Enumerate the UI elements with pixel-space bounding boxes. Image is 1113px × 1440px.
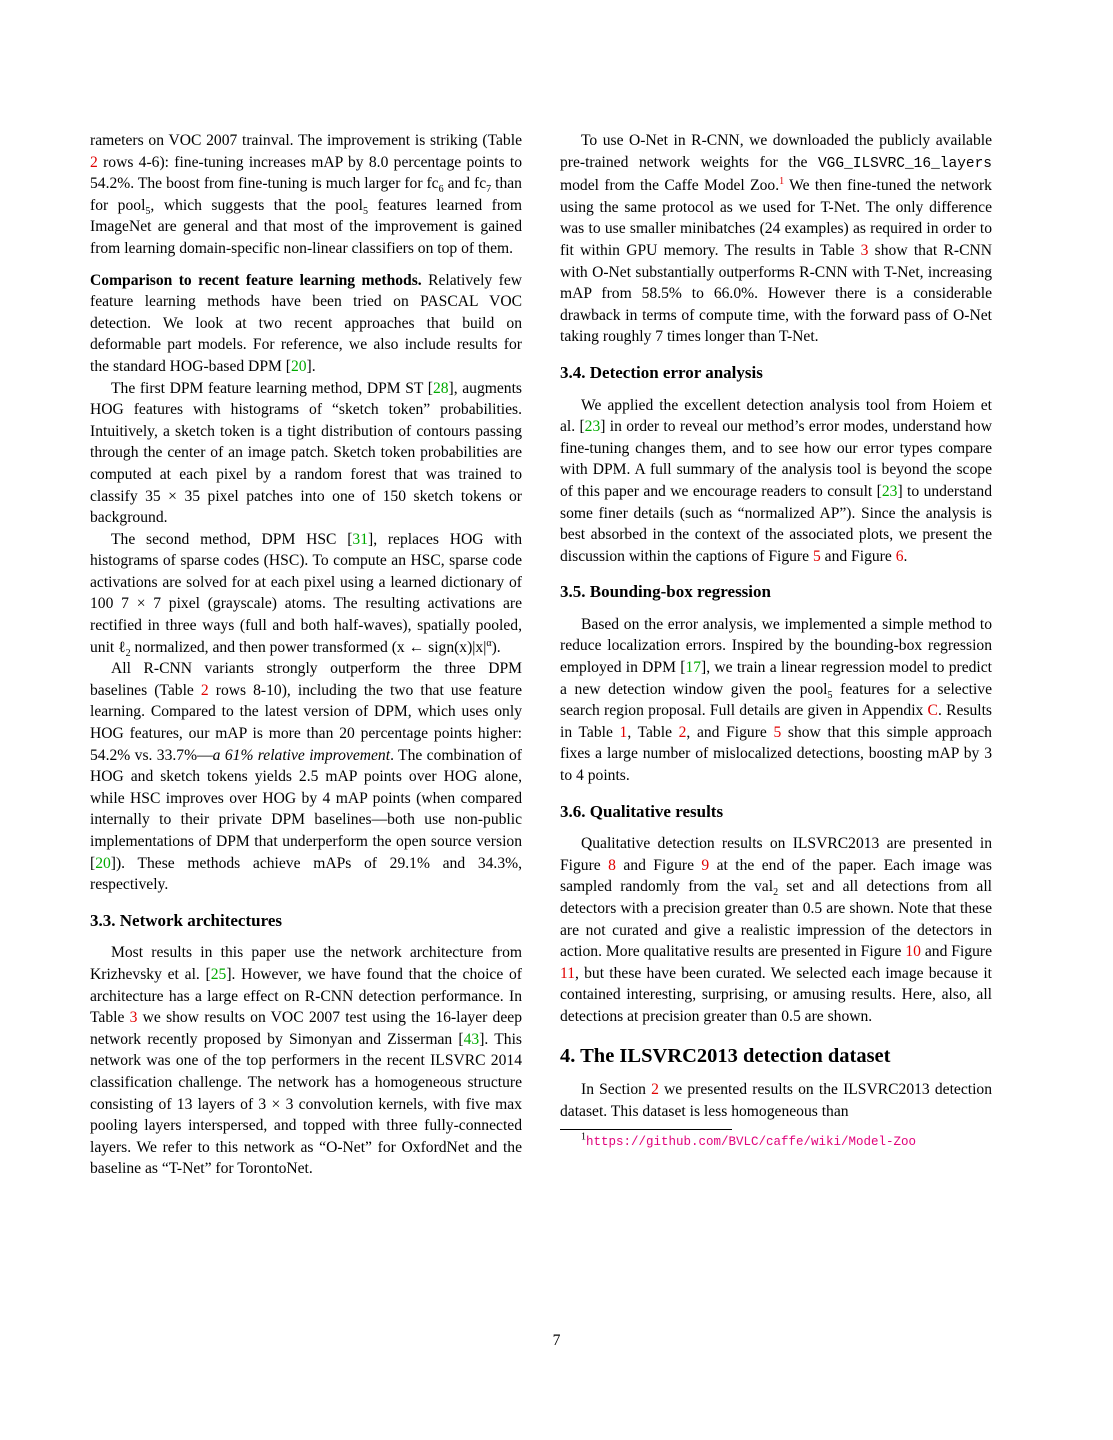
text: The first DPM feature learning method, DPM ST [ [111,379,433,397]
paragraph-onet [560,130,992,348]
italic-text: a 61% relative improvement [212,746,391,764]
text: and Figure [820,547,896,565]
section-heading-ilsvrc2013-dataset: 4. The ILSVRC2013 detection dataset [560,1044,891,1067]
text: features learned from ImageNet are general and that most of the improvement is gained from learning domain-specific non-linear classifiers on top of them. [90,196,522,257]
table-ref-link[interactable]: 2 [678,723,687,741]
subscript: 2 [773,887,779,899]
section-heading-network-architectures: 3.3. Network architectures [90,910,282,930]
subscript: 7 [486,184,492,196]
text: The second method, DPM HSC [ [111,530,353,548]
figure-ref-link[interactable]: 9 [701,856,710,874]
text: We applied the excellent detection analysis tool from Hoiem et al. [ [560,396,992,436]
table-ref-link[interactable]: 3 [860,241,869,259]
text: set and all detections from all detectors with a precision greater than 0.5 are shown. Note that these are not curated and give a realistic impression of the detectors in action. More qualitative results are presented in Figure [560,878,992,961]
figure-ref-link[interactable]: 10 [905,943,921,961]
paragraph-feature-learning-comparison [90,270,522,378]
text: ], augments HOG features with histograms of “sketch token” probabilities. Intuitively, a sketch token is a tight distribution of contours passing through the center of an image patch. Sketch token probabilities are computed at each pixel by a random forest that was trained to classify 35 × 35 pixel patches into one of 150 sketch tokens or background. [90,379,522,527]
citation-link[interactable]: 20 [95,854,111,872]
text: ). [491,638,501,656]
section-heading-detection-error-analysis: 3.4. Detection error analysis [560,362,763,382]
text: rows 8-10), including the two that use feature learning. Compared to the latest version of DPM, which uses only HOG features, our mAP is more than 20 percentage points higher: 54.2% vs. 33.7%— [90,681,522,764]
text: ] in order to reveal our method’s error modes, understand how fine-tuning changes them, and to see how our error types compare with DPM. A full summary of the analysis tool is beyond the scope of this paper and we encourage readers to consult [ [560,418,992,500]
table-ref-link[interactable]: 3 [129,1009,138,1027]
text: show that this simple approach fixes a large number of mislocalized detections, boosting mAP by 3 to 4 points. [560,723,992,785]
text: rows 4-6): fine-tuning increases mAP by 8.0 percentage points to 54.2%. The boost from fine-tuning is much larger for fc [90,153,522,193]
text: All R-CNN variants strongly outperform the three DPM baselines (Table [90,660,522,699]
figure-ref-link[interactable]: 8 [608,856,616,874]
superscript: α [486,637,492,649]
text: . The combination of HOG and sketch tokens yields 2.5 mAP points over HOG alone, while HSC improves over HOG by 4 mAP points (when compared internally to their private DPM baselines—both use non-public implementations of DPM that underperform the open source version [ [90,746,522,872]
citation-link[interactable]: 23 [881,482,898,500]
citation-link[interactable]: 17 [685,659,702,677]
text: , and Figure [686,723,774,741]
text: ]. [306,357,316,375]
footnote-divider [560,1129,732,1130]
text: ]. This network was one of the top performers in the recent ILSVRC 2014 classification challenge. The network has a homogeneous structure consisting of 13 layers of 3 × 3 convolution kernels, with five max pooling layers interspersed, and topped with three fully-connected layers. We refer to this network as “O-Net” for OxfordNet and the baseline as “T-Net” for TorontoNet. [90,1030,522,1178]
text: In Section [581,1081,652,1099]
text: model from the Caffe Model Zoo. [560,177,780,195]
text: ] to understand some finer details (such as “normalized AP”). Since the analysis is best absorbed in the context of the associated plots, we present the discussion within the captions of Figure [560,482,992,565]
paragraph-error-analysis [560,395,992,568]
text: and fc [443,175,487,193]
text: features for a selective search region proposal. Full details are given in Appendix [560,680,993,720]
appendix-ref-link[interactable]: C [927,702,938,720]
text: , which suggests that the pool [150,196,363,214]
section-ref-link[interactable]: 2 [651,1081,659,1099]
footnote [560,1132,992,1151]
paragraph-network-architectures [90,942,522,1180]
section-heading-bbox-regression: 3.5. Bounding-box regression [560,582,771,602]
text: show that R-CNN with O-Net substantially outperforms R-CNN with T-Net, increasing mAP from 58.5% to 66.0%. However there is a considerable drawback in terms of compute time, with the forward pass of O-Net taking roughly 7 times longer than T-Net. [560,241,992,346]
section-heading-qualitative-results: 3.6. Qualitative results [560,801,724,821]
text: we show results on VOC 2007 test using the 16-layer deep network recently proposed by Simonyan and Zisserman [ [90,1009,522,1048]
run-in-heading: Comparison to recent feature learning methods. [90,271,422,289]
footnote-number: 1 [581,1132,586,1144]
figure-ref-link[interactable]: 6 [895,547,904,565]
table-ref-link[interactable]: 2 [90,153,98,171]
table-ref-link[interactable]: 2 [200,681,209,699]
text: ]. However, we have found that the choice of architecture has a large effect on R-CNN detection performance. In Table [90,965,522,1027]
text: , but these have been curated. We selected each image because it contained interesting, surprising, or amusing results. Here, also, all detections at precision greater than 0.5 are shown. [560,964,992,1025]
right-column [560,130,992,1151]
paragraph-bbox-regression [560,614,992,787]
paragraph-finetuning-results [90,130,522,260]
text: Qualitative detection results on ILSVRC2013 are presented in Figure [560,835,992,874]
footnote-link[interactable]: 1 [779,176,785,187]
text: ]). These methods achieve mAPs of 29.1% and 34.3%, respectively. [90,854,522,894]
text: , Table [627,723,679,741]
text: We then fine-tuned the network using the same protocol as we used for T-Net. The only difference was to use smaller minibatches (24 examples) as required in order to fit within GPU memory. The results in Table [560,177,992,259]
paragraph-dpm-st [90,378,522,529]
text: rameters on VOC 2007 trainval. The improvement is striking (Table [90,132,522,149]
table-ref-link[interactable]: 1 [619,723,628,741]
figure-ref-link[interactable]: 5 [773,723,782,741]
citation-link[interactable]: 43 [463,1030,480,1048]
text: ], replaces HOG with histograms of sparse codes (HSC). To compute an HSC, sparse code activations are solved for at each pixel using a learned dictionary of 100 7 × 7 pixel (grayscale) atoms. The resulting activations are rectified in three ways (full and both half-waves), spatially pooled, unit ℓ [90,530,522,656]
text: . Results in Table [560,702,992,741]
text: ], we train a linear regression model to predict a new detection window given the pool [560,659,993,698]
text: Most results in this paper use the network architecture from Krizhevsky et al. [ [90,944,522,983]
citation-link[interactable]: 28 [432,379,449,397]
text: . [903,547,908,565]
text: Based on the error analysis, we implemented a simple method to reduce localization errors. Inspired by the bounding-box regression employed in DPM [ [560,615,992,677]
text: and Figure [615,856,702,874]
citation-link[interactable]: 25 [210,965,227,983]
text: To use O-Net in R-CNN, we downloaded the publicly available pre-trained network weights for the [560,132,992,171]
citation-link[interactable]: 23 [584,418,601,436]
paragraph-ilsvrc2013-intro [560,1079,992,1122]
figure-ref-link[interactable]: 5 [812,547,821,565]
text: Relatively few feature learning methods have been tried on PASCAL VOC detection. We look at two recent approaches that build on deformable part models. For reference, we also include results for the standard HOG-based DPM [ [90,271,522,375]
paragraph-rcnn-outperforms [90,658,522,896]
text: normalized, and then power transformed (x ← sign(x)|x| [130,638,487,656]
citation-link[interactable]: 31 [352,530,368,548]
model-name: VGG_ILSVRC_16_layers [817,155,992,172]
text: and Figure [920,943,992,961]
left-column [90,130,522,1180]
subscript: 5 [827,689,833,701]
citation-link[interactable]: 20 [290,357,307,375]
text: at the end of the paper. Each image was sampled randomly from the val [560,856,992,896]
footnote-url-link[interactable]: https://github.com/BVLC/caffe/wiki/Model-Zoo [586,1135,917,1150]
text: than for pool [90,175,522,214]
subscript: 2 [125,647,131,659]
paragraph-dpm-hsc [90,529,522,659]
subscript: 5 [362,205,368,217]
text: we presented results on the ILSVRC2013 detection dataset. This dataset is less homogeneous than [560,1081,993,1120]
page-number: 7 [552,1332,561,1349]
paragraph-qualitative-results [560,833,992,1027]
subscript: 6 [438,184,444,196]
subscript: 5 [145,205,151,217]
figure-ref-link[interactable]: 11 [560,964,576,982]
